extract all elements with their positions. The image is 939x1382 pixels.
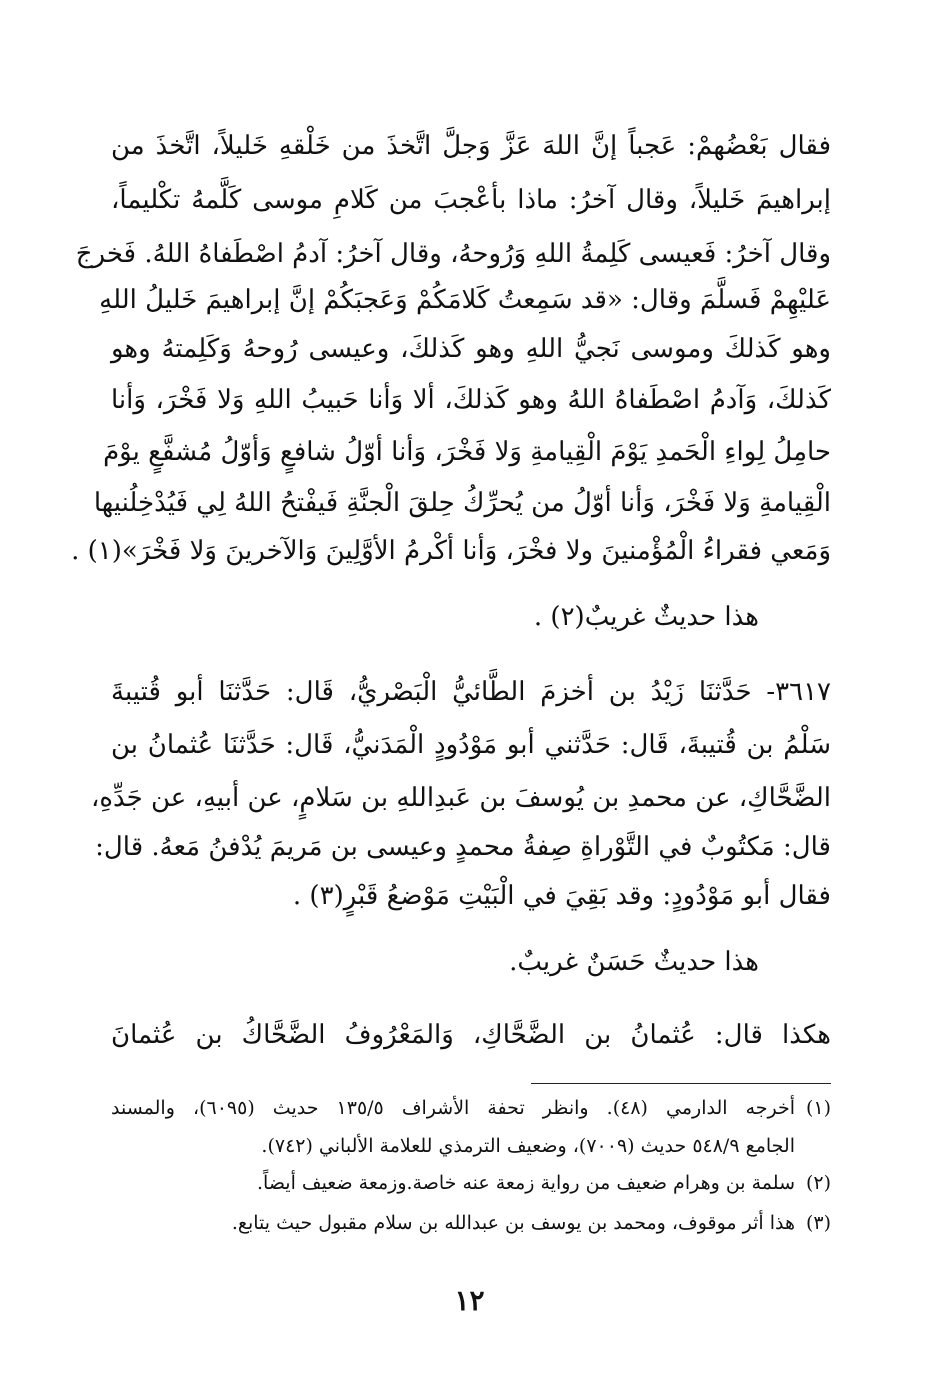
- footnote-number: (١): [805, 1097, 831, 1119]
- body-line: سَلْمُ بن قُتيبةَ، قَال: حَدَّثني أبو مَوْدُودٍ الْمَدَنيُّ، قَال: حَدَّثنَا عُثمانُ بن: [111, 730, 831, 760]
- body-line: ٣٦١٧- حَدَّثنَا زَيْدُ بن أخزمَ الطَّائيُّ الْبَصْريُّ، قَال: حَدَّثنَا أبو قُتيبةَ: [111, 677, 831, 707]
- page-number: ١٢: [454, 1284, 485, 1317]
- footnote-number: (٣): [805, 1212, 831, 1234]
- footnote-text: أخرجه الدارمي (٤٨). وانظر تحفة الأشراف ١٣٥/٥ حديث (٦٠٩٥)، والمسند: [111, 1097, 796, 1119]
- body-line: فقال بَعْضُهمْ: عَجباً إنَّ اللهَ عَزَّ وَجلَّ اتَّخذَ من خَلْقهِ خَليلاً، اتَّخذَ من: [111, 131, 831, 161]
- footnote-text: سلمة بن وهرام ضعيف من رواية زمعة عنه خاصة.وزمعة ضعيف أيضاً.: [256, 1172, 795, 1194]
- body-line: كَذلكَ، وَآدمُ اصْطَفاهُ اللهُ وهو كَذلكَ، ألا وَأنا حَبيبُ اللهِ وَلا فَخْرَ، وَأنا: [111, 385, 831, 415]
- body-line: وقال آخرُ: فَعيسى كَلِمةُ اللهِ وَرُوحهُ، وقال آخرُ: آدمُ اصْطَفاهُ اللهُ. فَخرجَ: [75, 239, 831, 269]
- footnote-separator: [531, 1083, 831, 1084]
- body-line: عَليْهِمْ فَسلَّمَ وقال: «قد سَمِعتُ كَلامَكُمْ وَعَجبَكُمْ إنَّ إبراهيمَ خَليلُ اللهِ: [99, 285, 831, 315]
- hadith-verdict: هذا حديثٌ غريبٌ(٢) .: [533, 602, 759, 632]
- footnote-text: الجامع ٥٤٨/٩ حديث (٧٠٠٩)، وضعيف الترمذي للعلامة الألباني (٧٤٢).: [261, 1135, 795, 1157]
- body-line: فقال أبو مَوْدُودٍ: وقد بَقِيَ في الْبَيْتِ مَوْضعُ قَبْرٍ(٣) .: [292, 881, 831, 911]
- body-line: الْقِيامةِ وَلا فَخْرَ، وَأنا أوّلُ من يُحرِّكُ حِلقَ الْجنَّةِ فَيفْتحُ اللهُ لِي فَيُدْخِلُنيها: [93, 488, 831, 518]
- closing-line: هكذا قال: عُثمانُ بن الضَّحَّاكِ، وَالمَعْرُوفُ الضَّحَّاكُ بن عُثمانَ: [111, 1020, 831, 1050]
- body-line: الضَّحَّاكِ، عن محمدِ بن يُوسفَ بن عَبدِاللهِ بن سَلامٍ، عن أبيهِ، عن جَدِّهِ،: [90, 783, 831, 813]
- footnote-text: هذا أثر موقوف، ومحمد بن يوسف بن عبدالله بن سلام مقبول حيث يتابع.: [231, 1212, 795, 1234]
- hadith-verdict: هذا حديثٌ حَسَنٌ غريبٌ.: [509, 947, 759, 977]
- body-line: حامِلُ لِواءِ الْحَمدِ يَوْمَ الْقِيامةِ وَلا فَخْرَ، وَأنا أوّلُ شافعٍ وَأوّلُ مُشفَّعٍ يوْمَ: [103, 437, 831, 467]
- body-line: قال: مَكتُوبٌ في التَّوْراةِ صِفةُ محمدٍ وعيسى بن مَريمَ يُدْفنُ مَعهُ. قال:: [95, 832, 831, 862]
- footnote-number: (٢): [805, 1172, 831, 1194]
- body-line: وَمَعي فقراءُ الْمُؤْمنينَ ولا فخْرَ، وَأنا أكْرمُ الأوَّلِينَ وَالآخرينَ وَلا فَخْرَ»(١) .: [71, 536, 831, 566]
- body-line: إبراهيمَ خَليلاً، وقال آخرُ: ماذا بأعْجبَ من كَلامِ موسى كَلَّمهُ تكْليماً،: [111, 185, 831, 215]
- body-line: وهو كَذلكَ وموسى نَجيُّ اللهِ وهو كَذلكَ، وعيسى رُوحهُ وَكَلِمتهُ وهو: [111, 334, 831, 364]
